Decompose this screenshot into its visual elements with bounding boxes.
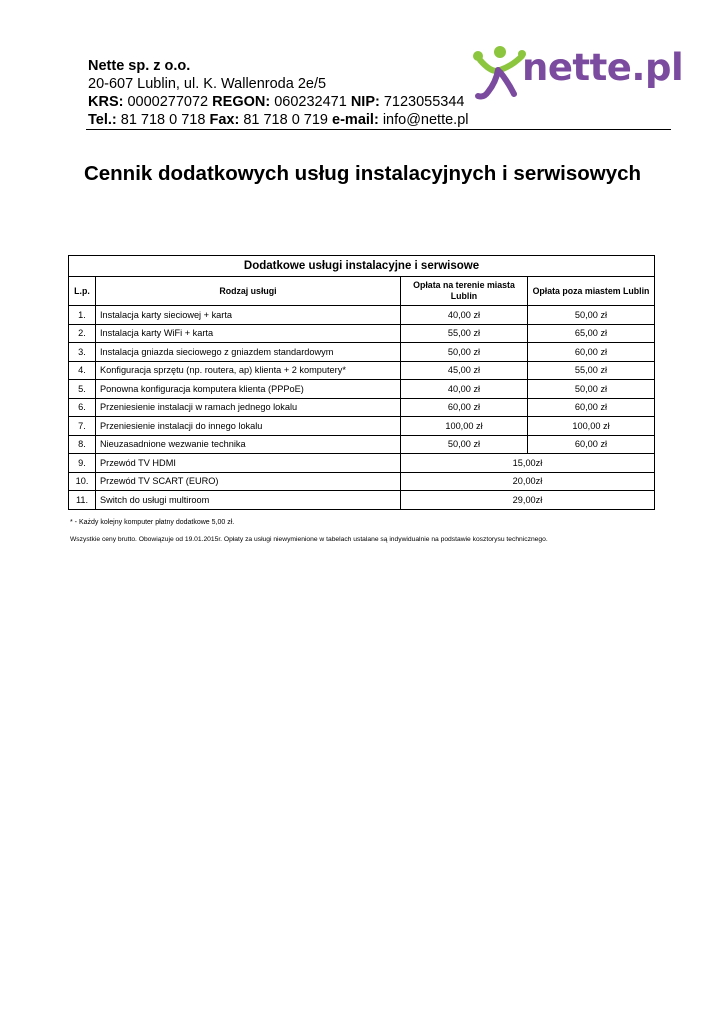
table-row (69, 306, 655, 325)
cell-service: Instalacja karty WiFi + karta (96, 324, 401, 343)
header-price-out: Opłata poza miastem Lublin (528, 277, 655, 306)
table-row (69, 361, 655, 380)
cell-lp: 2. (69, 324, 96, 343)
cell-price-out: 60,00 zł (528, 398, 655, 417)
cell-lp: 7. (69, 417, 96, 436)
cell-price-in: 100,00 zł (401, 417, 528, 436)
table-caption-row (69, 256, 655, 277)
header-divider (86, 129, 671, 130)
cell-service: Nieuzasadnione wezwanie technika (96, 435, 401, 454)
company-contact (88, 111, 678, 129)
regon-value: 060232471 (274, 94, 347, 110)
cell-service: Switch do usługi multiroom (96, 491, 401, 510)
table-row (69, 380, 655, 399)
email-label: e-mail: (332, 112, 379, 128)
nip-value: 7123055344 (383, 94, 465, 110)
cell-lp: 6. (69, 398, 96, 417)
cell-price-merged: 20,00zł (401, 472, 655, 491)
email-value: info@nette.pl (382, 112, 469, 128)
tel-value: 81 718 0 718 (120, 112, 206, 128)
company-address: 20-607 Lublin, ul. K. Wallenroda 2e/5 (88, 76, 327, 92)
table-row (69, 454, 655, 473)
nette-logo (470, 44, 685, 104)
cell-lp: 3. (69, 343, 96, 362)
cell-service: Przeniesienie instalacji w ramach jednego lokalu (96, 398, 401, 417)
table-row (69, 491, 655, 510)
cell-price-merged: 15,00zł (401, 454, 655, 473)
cell-service: Ponowna konfiguracja komputera klienta (PPPoE) (96, 380, 401, 399)
cell-service: Przewód TV HDMI (96, 454, 401, 473)
cell-price-in: 50,00 zł (401, 435, 528, 454)
cell-lp: 9. (69, 454, 96, 473)
cell-lp: 1. (69, 306, 96, 325)
table-row (69, 398, 655, 417)
cell-lp: 8. (69, 435, 96, 454)
cell-lp: 4. (69, 361, 96, 380)
cell-lp: 11. (69, 491, 96, 510)
cell-lp: 10. (69, 472, 96, 491)
cell-price-out: 50,00 zł (528, 380, 655, 399)
cell-price-in: 50,00 zł (401, 343, 528, 362)
cell-price-out: 100,00 zł (528, 417, 655, 436)
logo-text: nette.pl (522, 46, 684, 89)
header-lp: L.p. (69, 277, 96, 306)
cell-price-in: 40,00 zł (401, 380, 528, 399)
table-row (69, 472, 655, 491)
cell-price-out: 60,00 zł (528, 435, 655, 454)
cell-service: Instalacja karty sieciowej + karta (96, 306, 401, 325)
price-table (68, 255, 655, 510)
cell-price-merged: 29,00zł (401, 491, 655, 510)
company-name: Nette sp. z o.o. (88, 58, 191, 74)
fax-value: 81 718 0 719 (243, 112, 328, 128)
krs-label: KRS: (88, 94, 124, 110)
cell-service: Konfiguracja sprzętu (np. routera, ap) klienta + 2 komputery* (96, 361, 401, 380)
table-header-row (69, 277, 655, 306)
footnote: * - Każdy kolejny komputer płatny dodatkowe 5,00 zł. (70, 519, 235, 526)
cell-price-out: 65,00 zł (528, 324, 655, 343)
table-row (69, 324, 655, 343)
fax-label: Fax: (209, 112, 240, 128)
header-service: Rodzaj usługi (96, 277, 401, 306)
table-row (69, 343, 655, 362)
header-price-in: Opłata na terenie miasta Lublin (401, 277, 528, 306)
cell-price-in: 60,00 zł (401, 398, 528, 417)
regon-label: REGON: (212, 94, 271, 110)
cell-service: Przewód TV SCART (EURO) (96, 472, 401, 491)
cell-price-out: 60,00 zł (528, 343, 655, 362)
cell-price-out: 55,00 zł (528, 361, 655, 380)
cell-price-in: 45,00 zł (401, 361, 528, 380)
tel-label: Tel.: (88, 112, 117, 128)
pricing-note: Wszystkie ceny brutto. Obowiązuje od 19.01.2015r. Opłaty za usługi niewymienione w tabelach ustalane są indywidualnie na podstawie kosztorysu technicznego. (70, 536, 548, 543)
nip-label: NIP: (350, 94, 380, 110)
table-row (69, 417, 655, 436)
cell-price-in: 40,00 zł (401, 306, 528, 325)
table-row (69, 435, 655, 454)
cell-price-out: 50,00 zł (528, 306, 655, 325)
table-caption: Dodatkowe usługi instalacyjne i serwisowe (69, 256, 655, 277)
cell-lp: 5. (69, 380, 96, 399)
page-title: Cennik dodatkowych usług instalacyjnych i serwisowych (83, 162, 642, 185)
cell-service: Instalacja gniazda sieciowego z gniazdem standardowym (96, 343, 401, 362)
krs-value: 0000277072 (127, 94, 209, 110)
cell-service: Przeniesienie instalacji do innego lokalu (96, 417, 401, 436)
cell-price-in: 55,00 zł (401, 324, 528, 343)
